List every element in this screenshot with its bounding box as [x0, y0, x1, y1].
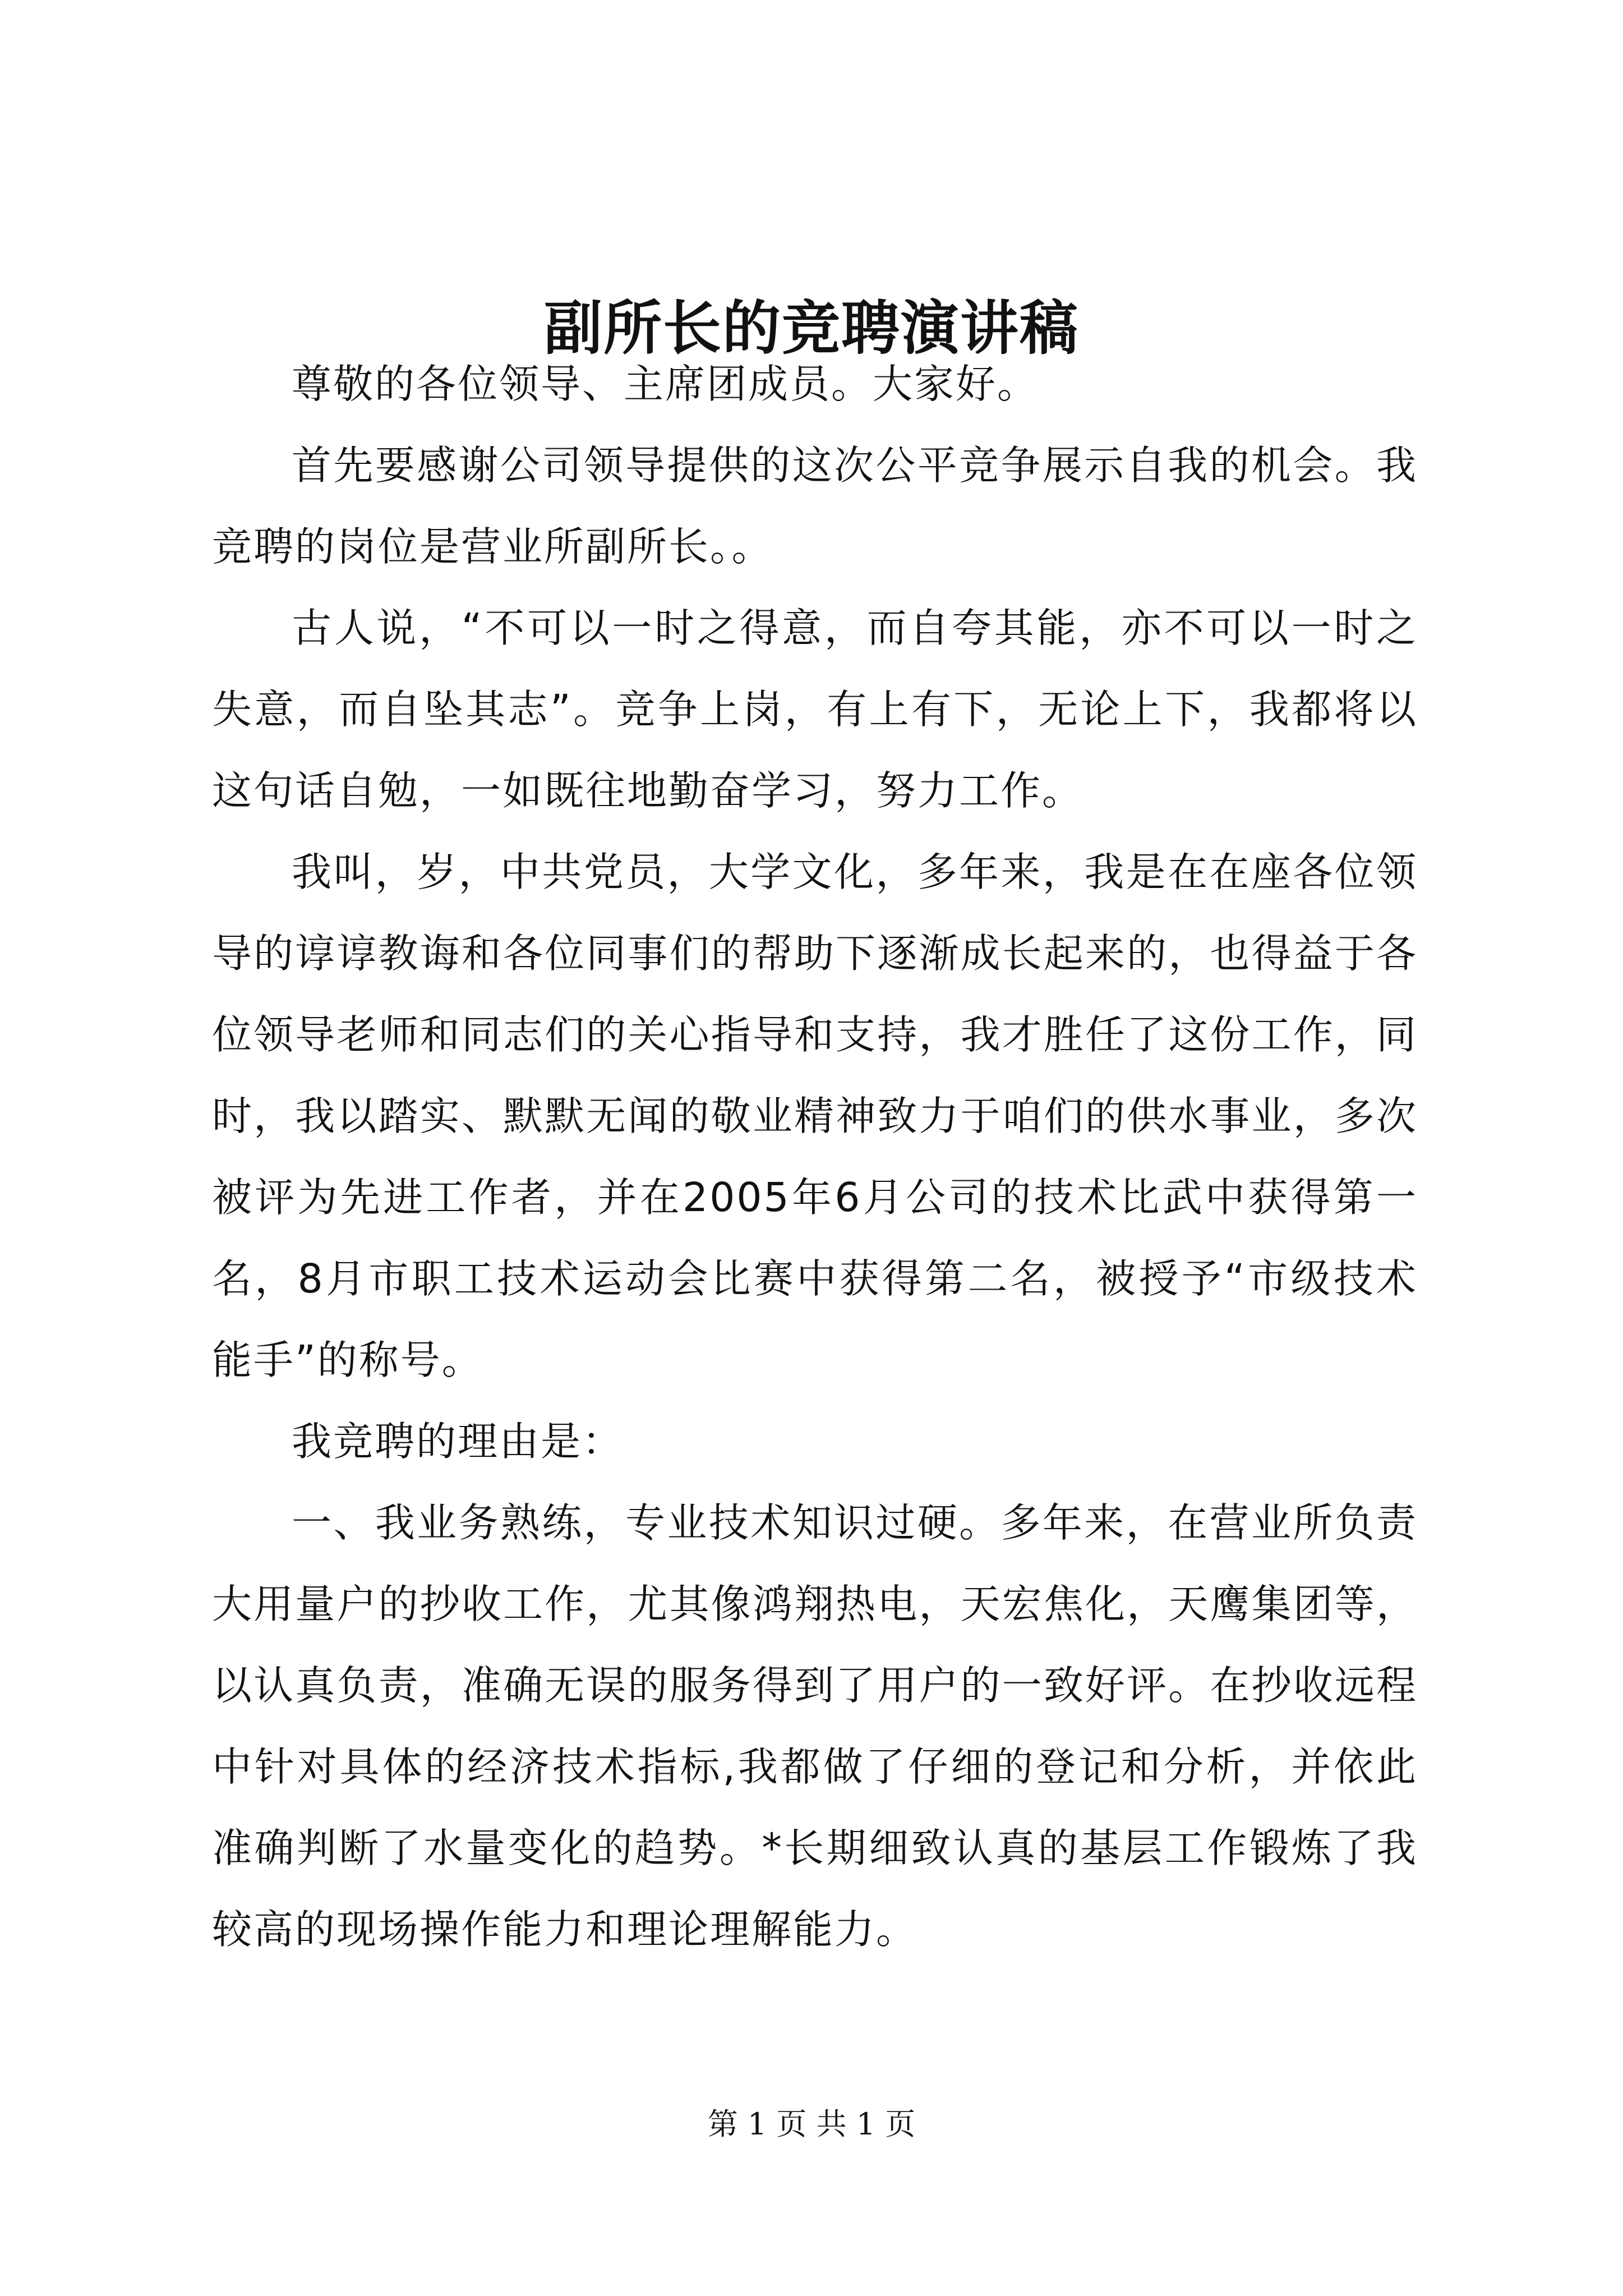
paragraph-greeting: 尊敬的各位领导、主席团成员。大家好。: [292, 361, 1039, 407]
paragraph-opening: 首先要感谢公司领导提供的这次公平竞争展示自我的机会。我竞聘的岗位是营业所副所长。。: [212, 442, 1418, 570]
paragraph-reasons-heading: 我竞聘的理由是：: [292, 1418, 624, 1465]
document-body: [212, 343, 1418, 1970]
paragraph-reason-one: 一、我业务熟练，专业技术知识过硬。多年来，在营业所负责大用量户的抄收工作，尤其像鸿翔热电，天宏焦化，天鹰集团等，以认真负责，准确无误的服务得到了用户的一致好评。在抄收远程中针对具体的经济技术指标,我都做了仔细的登记和分析，并依此准确判断了水量变化的趋势。*长期细致认真的基层工作锻炼了我较高的现场操作能力和理论理解能力。: [212, 1499, 1418, 1953]
paragraph-quote: 古人说，“不可以一时之得意，而自夸其能，亦不可以一时之失意，而自坠其志”。竞争上岗，有上有下，无论上下，我都将以这句话自勉，一如既往地勤奋学习，努力工作。: [212, 605, 1418, 814]
document-title: 副所长的竞聘演讲稿: [543, 293, 1079, 362]
page-footer: 第 1 页 共 1 页: [707, 2106, 916, 2142]
paragraph-introduction: 我叫，岁，中共党员，大学文化，多年来，我是在在座各位领导的谆谆教诲和各位同事们的帮助下逐渐成长起来的，也得益于各位领导老师和同志们的关心指导和支持，我才胜任了这份工作，同时，我以踏实、默默无闻的敬业精神致力于咱们的供水事业，多次被评为先进工作者，并在2005年6月公司的技术比武中获得第一名，8月市职工技术运动会比赛中获得第二名，被授予“市级技术能手”的称号。: [212, 849, 1418, 1383]
